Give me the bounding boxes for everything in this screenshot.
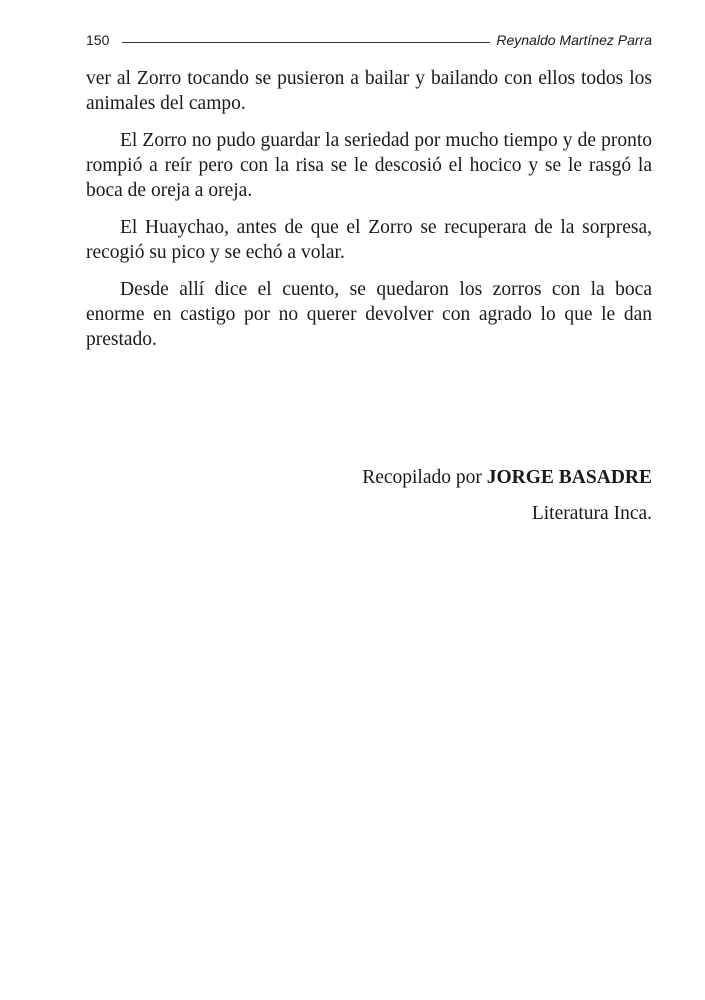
paragraph-2: El Zorro no pudo guardar la seriedad por mucho tiempo y de pronto rompió a reír pero con la risa se le descosió el hocico y se le rasgó la boca de oreja a oreja.	[86, 130, 652, 201]
paragraph-3: El Huaychao, antes de que el Zorro se recuperara de la sorpresa, recogió su pico y se echó a volar.	[86, 217, 652, 263]
running-header	[86, 30, 652, 52]
page-number: 150	[86, 32, 110, 48]
paragraph-4: Desde allí dice el cuento, se quedaron los zorros con la boca enorme en castigo por no querer devolver con agrado lo que le dan prestado.	[86, 279, 652, 350]
header-author: Reynaldo Martínez Parra	[496, 32, 652, 48]
source-line: Literatura Inca.	[531, 503, 652, 524]
compiled-by-label: Recopilado por	[362, 467, 482, 488]
attribution-block	[362, 460, 652, 532]
compiler-name: JORGE BASADRE	[486, 467, 652, 488]
header-rule	[122, 42, 490, 43]
paragraph-1: ver al Zorro tocando se pusieron a bailar y bailando con ellos todos los animales del campo.	[86, 68, 652, 114]
story-text	[86, 66, 652, 364]
compiler-line	[362, 460, 652, 496]
